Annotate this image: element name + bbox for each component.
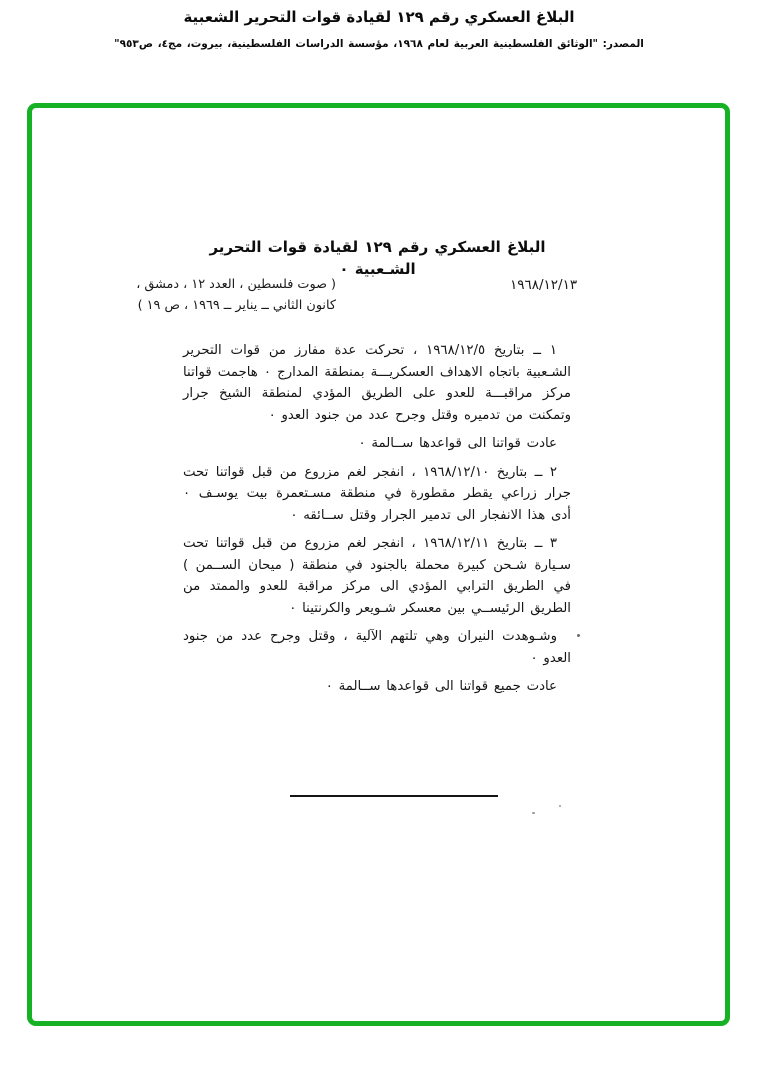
document-frame [27,103,730,1026]
paragraph-4: ٣ ــ بتاريخ ١٩٦٨/١٢/١١ ، انفجر لغم مزروع من قبل قواتنا تحت سـيارة شـحن كبيرة محملة بالجنود في منطقة ( ميحان الســمن ) في الطريق الترابي المؤدي الى مركز مراقبة للعدو والممتد من الطريق الرئيســي بين معسكر شـويعر والكرنتينا ٠ [183,536,571,616]
scan-speck [559,805,561,807]
scan-speck [577,634,580,637]
paragraph-1: ١ ــ بتاريخ ١٩٦٨/١٢/٥ ، تحركت عدة مفارز من قوات التحرير الشـعبية باتجاه الاهداف العسكريـــة بمنطقة المدارج ٠ هاجمت قواتنا مركز مراقبـــة للعدو على الطريق المؤدي لمنطقة الشيخ جرار وتمكنت من تدميره وقتل وجرح عدد من جنود العدو ٠ [183,343,571,423]
citation-line-2: كانون الثاني ــ يناير ــ ١٩٦٩ ، ص ١٩ ) [137,298,336,313]
scan-speck [532,812,535,814]
separator-rule [290,795,498,797]
citation-line-1: ( صوت فلسطين ، العدد ١٢ ، دمشق ، [136,277,336,292]
communique-body [183,340,571,705]
communique-date: ١٩٦٨/١٢/١٣ [510,277,578,293]
outer-header [0,7,758,51]
paragraph-6: عادت جميع قواتنا الى قواعدها ســالمة ٠ [325,679,557,694]
header-title: البلاغ العسكري رقم ١٢٩ لقيادة قوات التحرير الشعبية [183,8,575,26]
paragraph-3: ٢ ــ بتاريخ ١٩٦٨/١٢/١٠ ، انفجر لغم مزروع من قبل قواتنا تحت جرار زراعي يقطر مقطورة في منطقة مسـتعمرة بيت يوسـف ٠ أدى هذا الانفجار الى تدمير الجرار وقتل ســائقه ٠ [183,464,571,523]
communique-title: البلاغ العسكري رقم ١٢٩ لقيادة قوات التحرير الشـعبية ٠ [209,238,546,278]
document-page [32,108,725,1021]
paragraph-2: عادت قواتنا الى قواعدها ســالمة ٠ [358,436,557,451]
header-source-citation: المصدر: "الوثائق الفلسطينية العربية لعام ١٩٦٨، مؤسسة الدراسات الفلسطينية، بيروت، مج٤، ص٩٥٣" [114,38,644,50]
source-citation-block [90,274,336,316]
paragraph-5: وشـوهدت النيران وهي تلتهم الآلية ، وقتل وجرح عدد من جنود العدو ٠ [183,629,571,666]
